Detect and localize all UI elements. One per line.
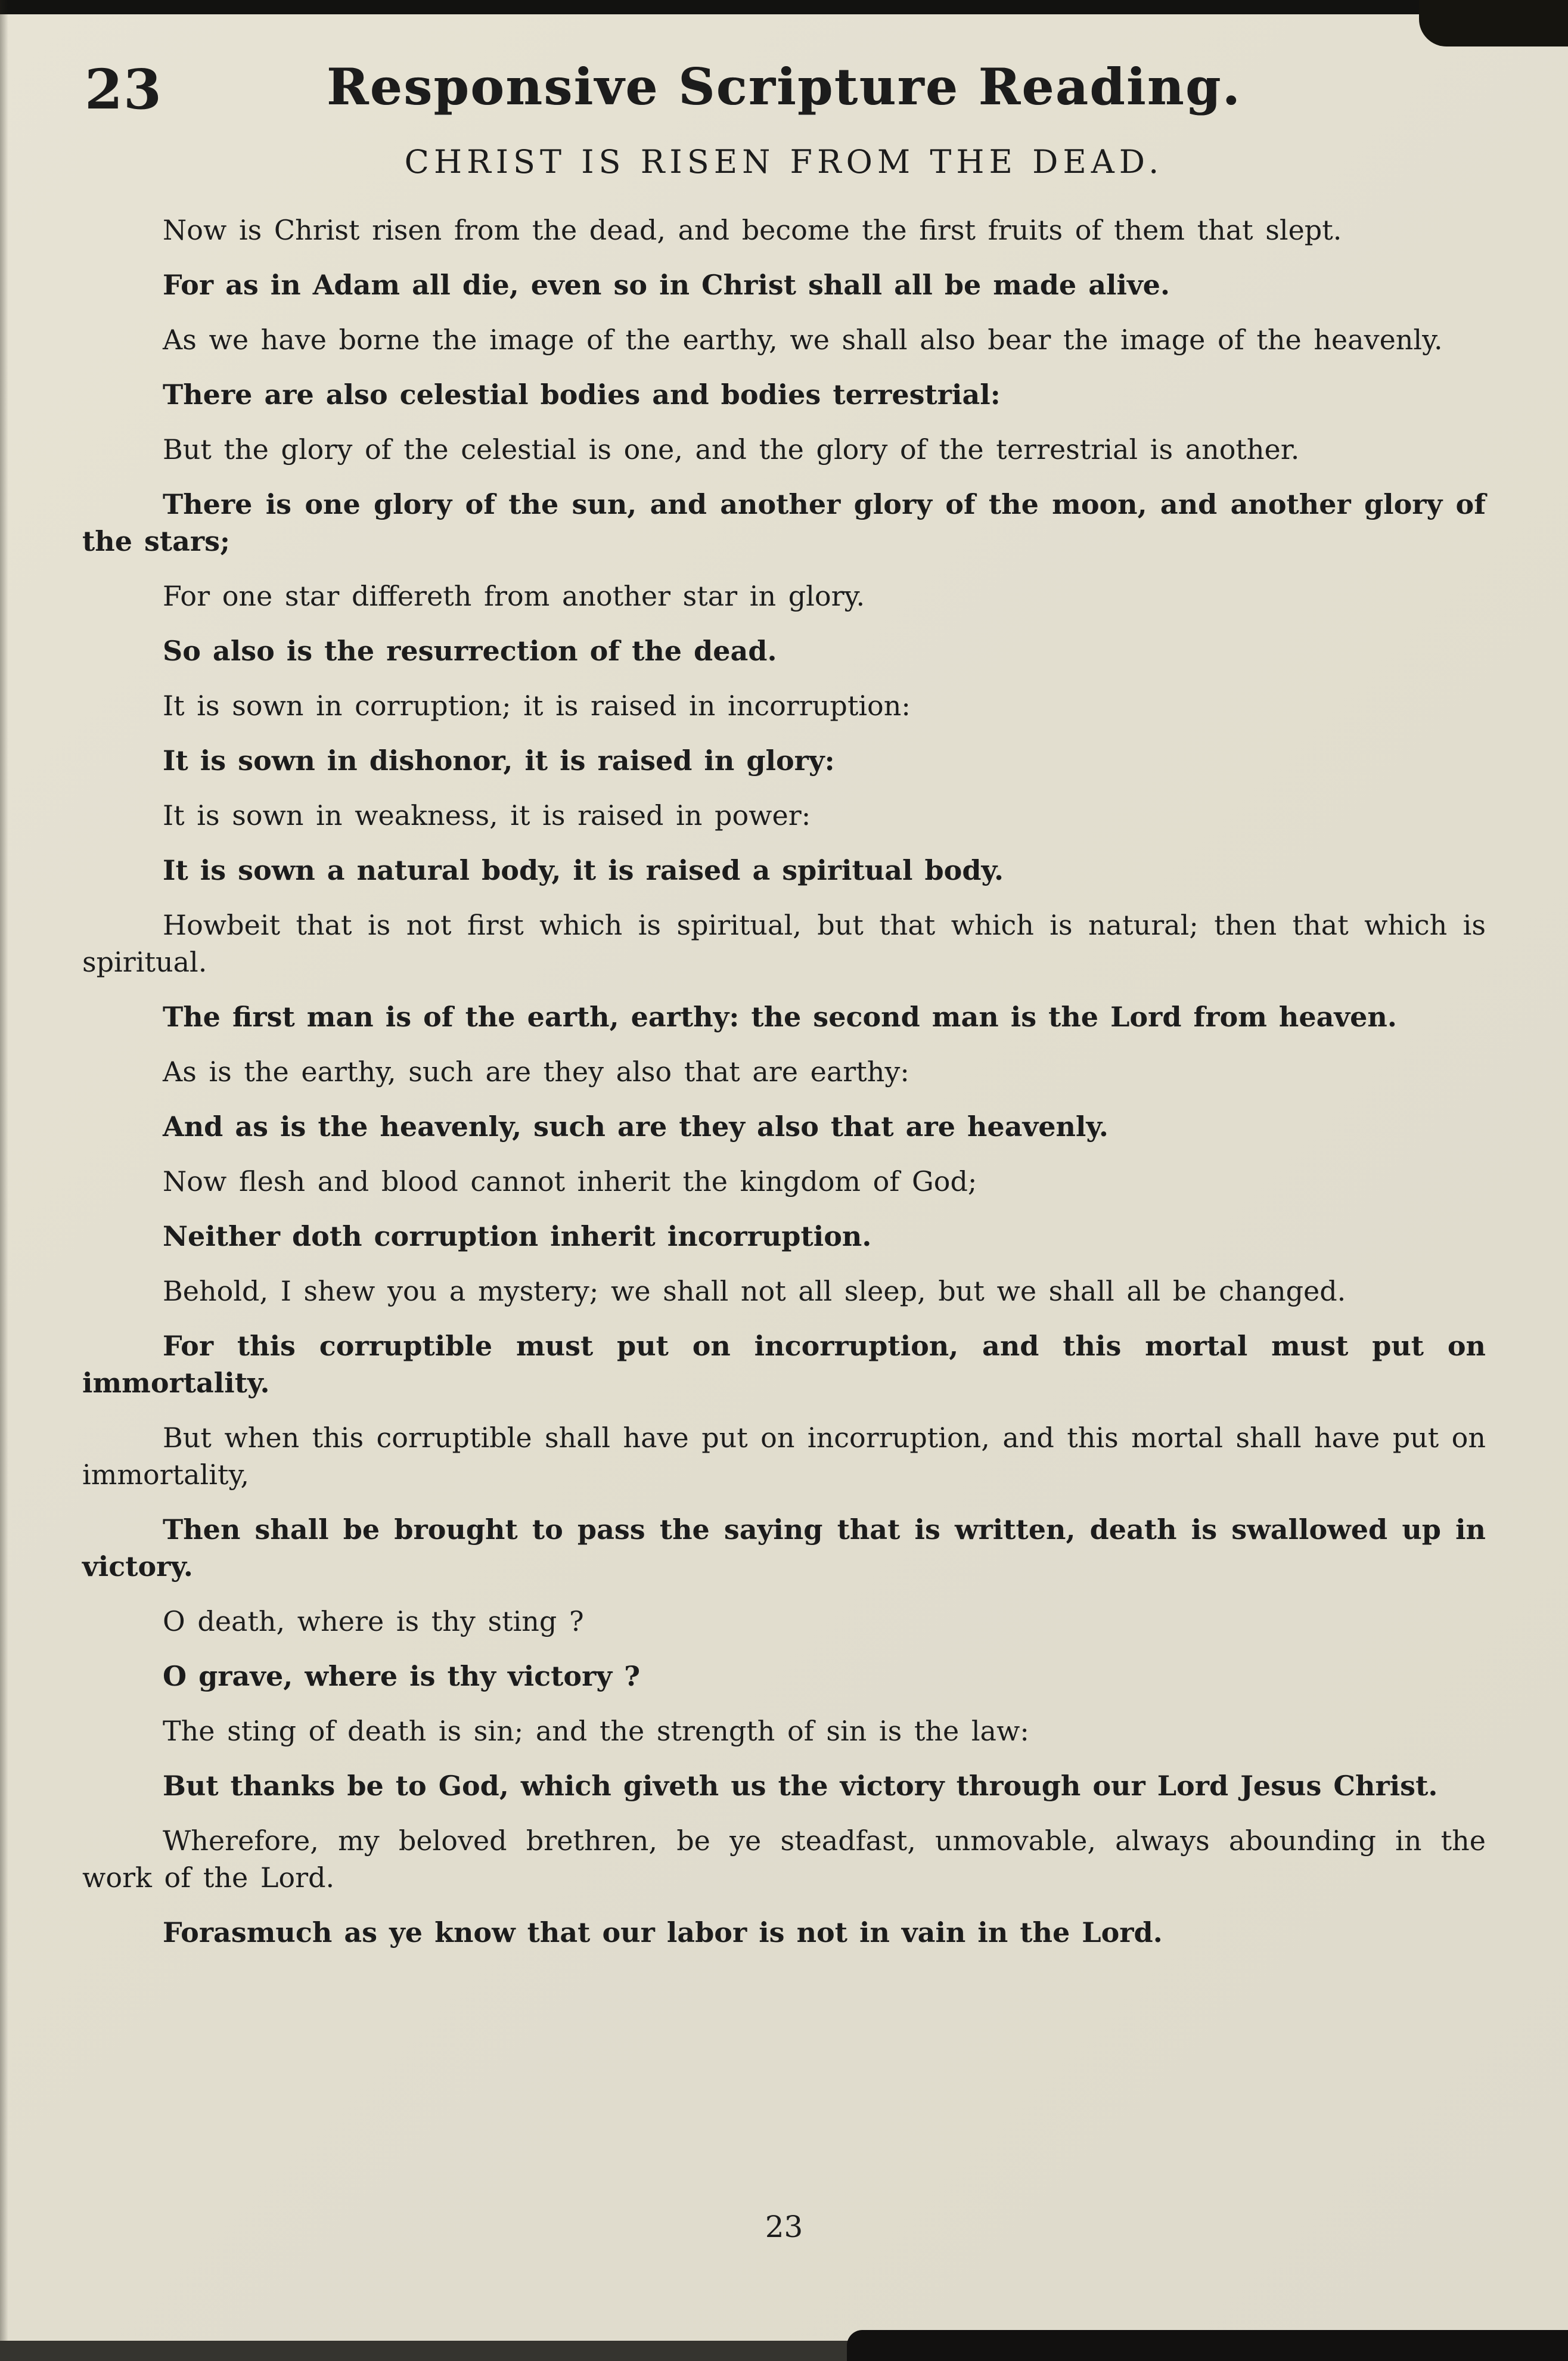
verse-paragraph: It is sown in corruption; it is raised in incorruption: <box>163 690 911 722</box>
verse-paragraph: Now flesh and blood cannot inherit the kingdom of God; <box>163 1165 977 1197</box>
verse-paragraph: Howbeit that is not first which is spiritual, but that which is natural; then that which is spiritual. <box>82 909 1486 978</box>
verse-paragraph: So also is the resurrection of the dead. <box>163 635 777 667</box>
verse-paragraph: Then shall be brought to pass the saying that is written, death is swallowed up in victory. <box>82 1513 1486 1583</box>
verse-paragraph: As is the earthy, such are they also that are earthy: <box>163 1056 909 1088</box>
scan-artifact-bottom-right <box>847 2330 1568 2361</box>
page-title: Responsive Scripture Reading. <box>327 57 1241 116</box>
verse-paragraph: Now is Christ risen from the dead, and become the first fruits of them that slept. <box>163 214 1342 246</box>
verses-container <box>82 212 1486 1951</box>
verse-paragraph: The sting of death is sin; and the strength of sin is the law: <box>163 1715 1029 1747</box>
page-header <box>82 57 1486 128</box>
reading-subtitle: CHRIST IS RISEN FROM THE DEAD. <box>404 143 1164 181</box>
verse-paragraph: For this corruptible must put on incorruption, and this mortal must put on immortality. <box>82 1330 1486 1399</box>
page-number: 23 <box>765 2210 803 2244</box>
verse-paragraph: But when this corruptible shall have put on incorruption, and this mortal shall have put on immortality, <box>82 1422 1486 1491</box>
verse-paragraph: But the glory of the celestial is one, and the glory of the terrestrial is another. <box>163 433 1300 466</box>
verse-paragraph: There are also celestial bodies and bodies terrestrial: <box>163 378 1001 411</box>
verse-paragraph: O death, where is thy sting ? <box>163 1605 584 1637</box>
verse-paragraph: It is sown in weakness, it is raised in power: <box>163 799 811 832</box>
verse-paragraph: Wherefore, my beloved brethren, be ye steadfast, unmovable, always abounding in the work of the Lord. <box>82 1825 1486 1894</box>
verse-paragraph: There is one glory of the sun, and another glory of the moon, and another glory of the stars; <box>82 488 1486 557</box>
verse-paragraph: Behold, I shew you a mystery; we shall not all sleep, but we shall all be changed. <box>163 1275 1346 1307</box>
verse-paragraph: As we have borne the image of the earthy, we shall also bear the image of the heavenly. <box>163 324 1443 356</box>
verse-paragraph: It is sown a natural body, it is raised a spiritual body. <box>163 854 1004 886</box>
verse-paragraph: Forasmuch as ye know that our labor is not in vain in the Lord. <box>163 1916 1163 1949</box>
verse-paragraph: It is sown in dishonor, it is raised in glory: <box>163 744 835 777</box>
verse-paragraph: For one star differeth from another star in glory. <box>163 580 865 612</box>
reading-number: 23 <box>85 57 163 122</box>
verse-paragraph: For as in Adam all die, even so in Christ shall all be made alive. <box>163 269 1170 301</box>
verse-paragraph: And as is the heavenly, such are they also that are heavenly. <box>163 1110 1109 1143</box>
verse-paragraph: The first man is of the earth, earthy: the second man is the Lord from heaven. <box>163 1001 1397 1033</box>
verse-paragraph: O grave, where is thy victory ? <box>163 1660 641 1692</box>
verse-paragraph: Neither doth corruption inherit incorruption. <box>163 1220 872 1252</box>
verse-paragraph: But thanks be to God, which giveth us the victory through our Lord Jesus Christ. <box>163 1770 1438 1802</box>
